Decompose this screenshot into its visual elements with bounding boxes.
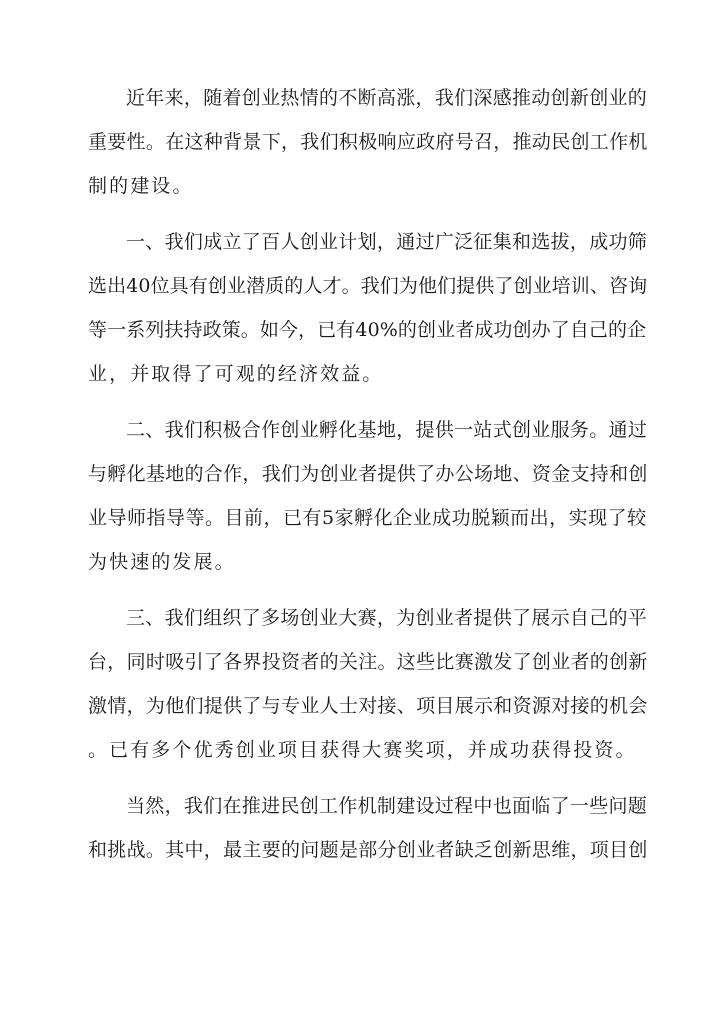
paragraph-1-line-3: 制的建设。 (88, 175, 194, 197)
paragraph-1-line-1: 近年来，随着创业热情的不断高涨，我们深感推动创新创业的 (126, 87, 648, 109)
paragraph-2-line-1: 一、我们成立了百人创业计划，通过广泛征集和选拔，成功筛 (126, 231, 648, 253)
paragraph-1-line-2: 重要性。在这种背景下，我们积极响应政府号召，推动民创工作机 (88, 131, 648, 153)
paragraph-4-line-3: 激情，为他们提供了与专业人士对接、项目展示和资源对接的机会 (88, 695, 648, 717)
paragraph-3-line-2: 与孵化基地的合作，我们为创业者提供了办公场地、资金支持和创 (88, 463, 648, 485)
paragraph-3-line-1: 二、我们积极合作创业孵化基地，提供一站式创业服务。通过 (126, 419, 648, 441)
paragraph-5-line-2: 和挑战。其中，最主要的问题是部分创业者缺乏创新思维，项目创 (88, 839, 648, 861)
paragraph-2-line-3: 等一系列扶持政策。如今，已有40%的创业者成功创办了自己的企 (88, 319, 647, 341)
paragraph-3-line-3: 业导师指导等。目前，已有5家孵化企业成功脱颖而出，实现了较 (88, 507, 647, 529)
paragraph-2-line-2: 选出40位具有创业潜质的人才。我们为他们提供了创业培训、咨询 (88, 275, 648, 297)
paragraph-4-line-4: 。已有多个优秀创业项目获得大赛奖项，并成功获得投资。 (88, 739, 637, 761)
paragraph-5-line-1: 当然，我们在推进民创工作机制建设过程中也面临了一些问题 (126, 795, 648, 817)
paragraph-4-line-2: 台，同时吸引了各界投资者的关注。这些比赛激发了创业者的创新 (88, 651, 648, 673)
paragraph-2-line-4: 业，并取得了可观的经济效益。 (88, 363, 384, 385)
paragraph-4-line-1: 三、我们组织了多场创业大赛，为创业者提供了展示自己的平 (126, 607, 648, 629)
paragraph-3-line-4: 为快速的发展。 (88, 551, 236, 573)
